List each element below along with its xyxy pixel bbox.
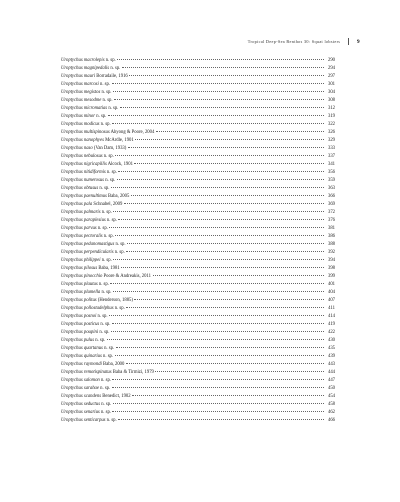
dot-leader <box>112 79 324 84</box>
species-name: Uroptychus plumella <box>61 289 101 295</box>
species-authority: n. sp. <box>100 89 112 95</box>
table-of-contents <box>61 56 335 424</box>
toc-entry-page: 401 <box>327 281 335 287</box>
toc-entry-page: 388 <box>327 241 335 247</box>
species-name: Uroptychus naso <box>61 145 93 151</box>
dot-leader <box>132 391 323 396</box>
dot-leader <box>107 335 324 340</box>
toc-entry-page: 414 <box>327 313 335 319</box>
species-authority: n. sp. <box>101 97 113 103</box>
toc-entry-title <box>61 289 111 297</box>
toc-entry-title <box>61 337 105 345</box>
dot-leader <box>113 287 324 292</box>
species-authority: n. sp. <box>101 353 114 359</box>
toc-entry-page: 447 <box>327 377 335 383</box>
toc-entry-page: 319 <box>327 113 335 119</box>
species-authority: McArdle, 1901 <box>103 137 134 143</box>
species-name: Uroptychus macrolepis <box>61 57 105 63</box>
dot-leader <box>121 263 323 268</box>
page-number: 9 <box>356 38 360 45</box>
species-name: Uroptychus raymondi <box>61 361 102 367</box>
species-authority: (Van Dam, 1933) <box>92 145 127 151</box>
species-name: Uroptychus senticarpus <box>61 417 106 423</box>
toc-entry-page: 290 <box>327 57 335 63</box>
toc-entry-page: 466 <box>327 417 335 423</box>
dot-leader <box>113 255 323 260</box>
dot-leader <box>131 191 324 196</box>
toc-entry-page: 444 <box>327 369 335 375</box>
species-name: Uroptychus mesodme <box>61 97 102 103</box>
species-authority: Alcock, 1901 <box>106 161 133 167</box>
toc-entry-title <box>61 385 110 393</box>
toc-entry-title <box>61 377 111 385</box>
toc-entry-page: 439 <box>327 353 335 359</box>
species-authority: n. sp. <box>105 169 117 175</box>
species-authority: n. sp. <box>100 209 112 215</box>
toc-entry-title <box>61 313 108 321</box>
toc-entry-page: 297 <box>327 73 335 79</box>
species-authority: (Henderson, 1885) <box>96 297 133 303</box>
toc-entry-title <box>61 153 114 161</box>
toc-entry-page: 301 <box>327 81 335 87</box>
toc-entry-title <box>61 265 120 273</box>
species-name: Uroptychus paraplesius <box>61 217 106 223</box>
species-authority: n. sp. <box>99 377 111 383</box>
toc-entry-title <box>61 121 111 129</box>
species-name: Uroptychus megistos <box>61 89 101 95</box>
toc-entry-title <box>61 361 124 369</box>
species-name: Uroptychus pilosus <box>61 265 98 271</box>
dot-leader <box>126 247 323 252</box>
toc-entry-page: 333 <box>327 145 335 151</box>
species-authority: n. sp. <box>102 345 115 351</box>
toc-entry-title <box>61 241 126 249</box>
toc-entry-page: 337 <box>327 153 335 159</box>
species-authority: n. sp. <box>102 153 114 159</box>
toc-entry-title <box>61 345 114 353</box>
dot-leader <box>112 119 323 124</box>
running-head <box>248 38 360 45</box>
toc-entry-page: 359 <box>327 177 335 183</box>
toc-entry-title <box>61 89 111 97</box>
toc-entry-title <box>61 185 109 193</box>
toc-entry-page: 407 <box>327 297 335 303</box>
toc-entry-page: 304 <box>327 89 335 95</box>
dot-leader <box>127 239 323 244</box>
species-authority: n. sp. <box>99 321 111 327</box>
toc-entry-title <box>61 329 109 337</box>
species-name: Uroptychus pectoralis <box>61 233 103 239</box>
toc-entry-title <box>61 417 117 425</box>
toc-entry-page: 356 <box>327 169 335 175</box>
toc-entry-page: 322 <box>327 121 335 127</box>
toc-entry-page: 443 <box>327 361 335 367</box>
dot-leader <box>108 111 324 116</box>
toc-entry-page: 458 <box>327 401 335 407</box>
toc-entry-title <box>61 169 117 177</box>
toc-entry-page: 308 <box>327 97 335 103</box>
species-authority: n. sp. <box>114 241 126 247</box>
toc-entry-title <box>61 177 115 185</box>
species-authority: Poore & Andreakis, 2011 <box>102 273 152 279</box>
toc-entry-page: 372 <box>327 209 335 215</box>
species-authority: Borradaile, 1916 <box>95 73 128 79</box>
toc-entry-page: 399 <box>327 273 335 279</box>
species-name: Uroptychus nanophyes <box>61 137 104 143</box>
species-authority: n. sp. <box>96 225 108 231</box>
species-authority: n. sp. <box>94 337 106 343</box>
dot-leader <box>113 87 324 92</box>
dot-leader <box>112 383 324 388</box>
species-authority: n. sp. <box>113 305 125 311</box>
species-authority: n. sp. <box>99 409 111 415</box>
species-name: Uroptychus minor <box>61 113 96 119</box>
species-name: Uroptychus senarius <box>61 409 100 415</box>
species-name: Uroptychus multispinosus <box>61 129 110 135</box>
dot-leader <box>153 271 324 276</box>
dot-leader <box>126 303 323 308</box>
species-authority: n. sp. <box>100 401 112 407</box>
species-name: Uroptychus poupini <box>61 329 99 335</box>
species-name: Uroptychus pala <box>61 201 93 207</box>
species-authority: n. sp. <box>105 217 117 223</box>
dot-leader <box>115 151 323 156</box>
species-authority: n. sp. <box>98 329 110 335</box>
species-name: Uroptychus paenultimus <box>61 193 107 199</box>
species-name: Uroptychus modicus <box>61 121 100 127</box>
species-authority: Baba, 2000 <box>101 361 125 367</box>
species-name: Uroptychus numerosus <box>61 177 105 183</box>
dot-leader <box>155 367 323 372</box>
toc-entry-title <box>61 65 120 73</box>
toc-entry-title <box>61 225 108 233</box>
species-name: Uroptychus posnoi <box>61 313 97 319</box>
toc-entry-page: 381 <box>327 225 335 231</box>
toc-entry-page: 404 <box>327 289 335 295</box>
toc-entry-title <box>61 209 112 217</box>
dot-leader <box>156 127 324 132</box>
toc-entry-title <box>61 81 110 89</box>
species-authority: n. sp. <box>100 257 112 263</box>
toc-entry-title <box>61 401 111 409</box>
dot-leader <box>124 199 324 204</box>
species-authority: Baba & Tirmizi, 1979 <box>111 369 154 375</box>
species-name: Uroptychus salomon <box>61 377 100 383</box>
toc-entry-page: 392 <box>327 249 335 255</box>
dot-leader <box>129 71 323 76</box>
dot-leader <box>112 407 323 412</box>
species-name: Uroptychus palmaris <box>61 209 101 215</box>
toc-entry-title <box>61 57 116 65</box>
species-name: Uroptychus pulus <box>61 337 95 343</box>
species-name: Uroptychus pollostadelphus <box>61 305 114 311</box>
species-authority: Baba, 1981 <box>97 265 120 271</box>
toc-entry-page: 419 <box>327 321 335 327</box>
toc-entry-page: 450 <box>327 385 335 391</box>
species-authority: n. sp. <box>113 249 125 255</box>
toc-entry-page: 422 <box>327 329 335 335</box>
species-name: Uroptychus posticus <box>61 321 100 327</box>
dot-leader <box>110 279 323 284</box>
dot-leader <box>109 223 323 228</box>
toc-entry-page: 398 <box>327 265 335 271</box>
dot-leader <box>111 327 324 332</box>
toc-entry-page: 363 <box>327 185 335 191</box>
toc-entry-page: 430 <box>327 337 335 343</box>
species-name: Uroptychus perpendicularis <box>61 249 114 255</box>
species-name: Uroptychus nigricapillis <box>61 161 107 167</box>
toc-entry-page: 294 <box>327 65 335 71</box>
species-name: Uroptychus obtusus <box>61 185 99 191</box>
toc-entry-page: 341 <box>327 161 335 167</box>
toc-entry-page: 411 <box>328 305 335 311</box>
dot-leader <box>134 295 323 300</box>
species-authority: n. sp. <box>102 233 114 239</box>
species-authority: n. sp. <box>98 81 111 87</box>
running-head-separator <box>348 38 349 45</box>
dot-leader <box>113 207 323 212</box>
species-authority: n. sp. <box>96 313 108 319</box>
toc-entry-title <box>61 409 111 417</box>
toc-entry-title <box>61 297 133 305</box>
species-name: Uroptychus quinarius <box>61 353 102 359</box>
species-name: Uroptychus politus <box>61 297 97 303</box>
species-name: Uroptychus sarahae <box>61 385 99 391</box>
dot-leader <box>120 103 324 108</box>
species-authority: Ahyong & Poore, 2004 <box>109 129 155 135</box>
dot-leader <box>118 415 323 420</box>
species-authority: n. sp. <box>105 417 117 423</box>
dot-leader <box>113 399 324 404</box>
species-authority: Baba, 2005 <box>106 193 130 199</box>
toc-entry <box>61 416 335 424</box>
dot-leader <box>115 231 323 236</box>
toc-entry-page: 462 <box>327 409 335 415</box>
dot-leader <box>128 143 324 148</box>
species-authority: n. sp. <box>107 105 119 111</box>
toc-entry-title <box>61 281 109 289</box>
dot-leader <box>109 311 323 316</box>
species-authority: n. sp. <box>98 385 111 391</box>
dot-leader <box>111 183 324 188</box>
toc-entry-page: 435 <box>327 345 335 351</box>
dot-leader <box>135 135 323 140</box>
dot-leader <box>117 55 323 60</box>
species-authority: n. sp. <box>100 289 112 295</box>
species-name: Uroptychus mauri <box>61 73 96 79</box>
species-name: Uroptychus nitidiformis <box>61 169 106 175</box>
species-authority: n. sp. <box>98 185 110 191</box>
dot-leader <box>134 159 323 164</box>
dot-leader <box>122 63 324 68</box>
species-name: Uroptychus pedanomastigus <box>61 241 115 247</box>
species-authority: Benedict, 1902 <box>101 393 131 399</box>
toc-entry-title <box>61 321 110 329</box>
species-name: Uroptychus philippei <box>61 257 101 263</box>
species-name: Uroptychus nebulosus <box>61 153 103 159</box>
running-head-title: Tropical Deep-Sea Benthos 30: Squat lobsters <box>247 39 341 44</box>
dot-leader <box>118 167 323 172</box>
species-name: Uroptychus magnipedalis <box>61 65 110 71</box>
species-name: Uroptychus micromatias <box>61 105 108 111</box>
toc-entry-title <box>61 137 134 145</box>
dot-leader <box>112 319 324 324</box>
dot-leader <box>115 351 324 356</box>
species-authority: n. sp. <box>97 281 109 287</box>
species-authority: n. sp. <box>109 65 121 71</box>
species-authority: n. sp. <box>95 113 107 119</box>
dot-leader <box>112 375 323 380</box>
toc-entry-title <box>61 257 112 265</box>
toc-entry-title <box>61 193 129 201</box>
species-name: Uroptychus plautus <box>61 281 98 287</box>
species-authority: n. sp. <box>99 121 111 127</box>
toc-entry-title <box>61 113 106 121</box>
species-authority: n. sp. <box>104 177 116 183</box>
toc-entry-title <box>61 233 114 241</box>
toc-entry-page: 369 <box>327 201 335 207</box>
toc-entry-title <box>61 97 113 105</box>
species-authority: Schnabel, 2009 <box>92 201 123 207</box>
toc-entry-page: 326 <box>327 129 335 135</box>
species-name: Uroptychus marcosi <box>61 81 99 87</box>
species-name: Uroptychus quartanus <box>61 345 103 351</box>
toc-entry-page: 386 <box>327 233 335 239</box>
dot-leader <box>118 215 323 220</box>
dot-leader <box>114 95 323 100</box>
species-name: Uroptychus scandens <box>61 393 102 399</box>
toc-entry-title <box>61 353 113 361</box>
toc-entry-page: 454 <box>327 393 335 399</box>
toc-entry-page: 329 <box>327 137 335 143</box>
species-name: Uroptychus remotispinatus <box>61 369 112 375</box>
toc-entry-page: 376 <box>327 217 335 223</box>
toc-entry-page: 394 <box>327 257 335 263</box>
dot-leader <box>126 359 324 364</box>
species-authority: n. sp. <box>104 57 116 63</box>
species-name: Uroptychus parvus <box>61 225 97 231</box>
species-name: Uroptychus pinocchio <box>61 273 103 279</box>
species-name: Uroptychus seductus <box>61 401 101 407</box>
dot-leader <box>116 343 324 348</box>
toc-entry-page: 312 <box>327 105 335 111</box>
dot-leader <box>117 175 324 180</box>
toc-entry-page: 366 <box>327 193 335 199</box>
